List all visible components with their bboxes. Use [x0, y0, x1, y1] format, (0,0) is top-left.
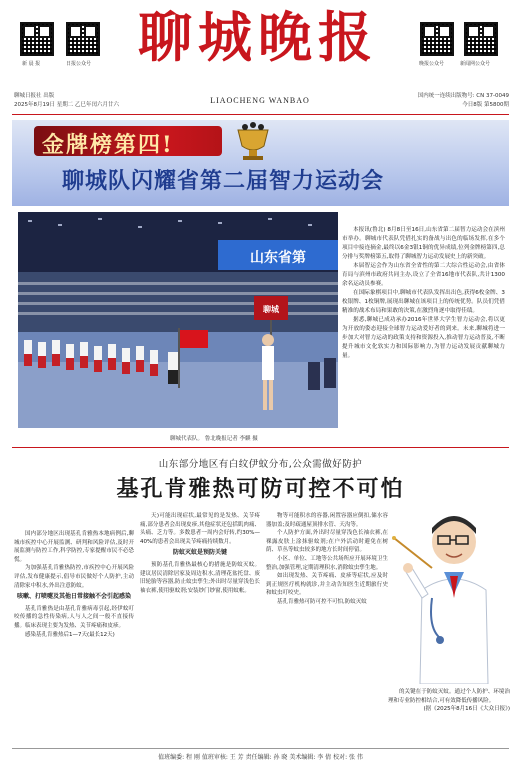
article-paragraph: 天)可能出现症状,最常见的是发热、关节疼痛,部分患者会出现皮疹,其他症状还包括肌肉痛、头痛、乏力等。多数患者一周内会好转,约30%—40%的患者会出现关节疼痛持续数月。 — [140, 513, 260, 545]
editor-credits: 值班编委: 程 刚 值班审核: 王 芳 责任编辑: 孙 晓 美术编辑: 李 倩 校对: 张 伟 — [158, 754, 363, 761]
article-paragraph: 物等可能积水的容器,闲置容器应倒扣,储水容器加盖;及时疏通屋顶排水管、天沟等。 — [266, 513, 388, 528]
edition-line: 今日8版 第5800期 — [462, 102, 509, 108]
qr-code-icon — [420, 22, 454, 56]
newspaper-title: 聊城晚报 — [138, 5, 378, 69]
date-line: 2025年8月19日 星期二 乙巳年闰六月廿六 — [14, 102, 119, 108]
qr-code-icon — [66, 22, 100, 56]
article-subheading: 咳嗽、打喷嚏及其他日常接触不会引起感染 — [16, 593, 131, 601]
parade-photo — [18, 212, 338, 428]
lead-paragraph: 本报讯(鲁北) 8月8日至16日,山东省第二届智力运动会在滨州市举办。聊城市代表队凭借扎实的备战与出色的临场发挥,在多个项目中接连摘金,最终以6金3银1铜的优异成绩,位列金牌榜第四,总分排与奖牌榜第五,取得了聊城智力运动发展史上的新突破。 — [342, 227, 505, 260]
issue-info-left — [14, 92, 119, 110]
masthead-rule — [12, 114, 509, 115]
lead-article — [342, 226, 505, 361]
footer-rule — [12, 748, 509, 749]
banner-tag-text: 金牌榜第四! — [42, 132, 174, 158]
article-subheading: 防蚊灭蚊是预防关键 — [172, 549, 227, 557]
article-paragraph: 基孔肯雅热是由基孔肯雅病毒引起,经伊蚊叮咬传播的急性传染病,人与人之间一般不直接传播。临床表现主要为发热、关节疼痛和皮疹。 — [14, 605, 134, 629]
lead-paragraph: 据悉,聊城已成功承办2016年世界大学生智力运动会,将以更为开放的姿态迎接全球智力运动爱好者的到来。未来,聊城将进一步加大对智力运动的政策支持和资源投入,推动智力运动普及,不断提升城市文化软实力和国际影响力,为智力运动发展贡献聊城力量。 — [342, 317, 505, 359]
article-paragraph: 为加强基孔肯雅热防控,市疾控中心开展风险评估,发布健康提示,倡导市民做好个人防护,主动清除家中积水,外出注意防蚊。 — [14, 565, 134, 589]
banner-tag — [34, 126, 222, 156]
publisher-line: 聊城日报社 出版 — [14, 93, 55, 99]
lead-paragraph: 在国际象棋项目中,聊城市代表队发挥出出色,获得6枚金牌、3枚银牌、1枚铜牌,展现出聊城在该项目上的传统优势。队员们凭借精准的战术布局和果敢的决策,在激烈角逐中取得佳绩。 — [342, 290, 505, 314]
delegation-sign: 聊城 — [263, 305, 279, 314]
lead-paragraph: 本届智运会作为山东省全省性的第二大综合性运动会,由省体育局与滨州市政府共同主办,设立了全省16地市代表队,共计1300余名运动员参赛。 — [342, 263, 505, 287]
qr-caption: 新闻网公众号 — [460, 61, 491, 67]
article-paragraph: 基孔肯雅热可防可控不可怕,防蚊灭蚊 — [277, 598, 367, 605]
masthead — [0, 0, 521, 84]
headline-banner — [12, 120, 509, 206]
parade-scene — [18, 212, 338, 428]
article-column-2 — [140, 512, 260, 595]
photo-caption: 聊城代表队。 鲁北晚报记者 李麒 摄 — [170, 436, 258, 442]
article-paragraph: 国内部分地区出现基孔肯雅热本地病例后,聊城市疾控中心开展监测、研判和风险评估,及时开展监测与防控工作,科学防控,专家提醒市民不必恐慌。 — [14, 531, 134, 563]
stadium-sign: 山东省第 — [250, 250, 306, 266]
qr-code-icon — [464, 22, 498, 56]
article-column-3 — [266, 512, 388, 607]
article-paragraph: 预防基孔肯雅热最核心的措施是防蚊灭蚊。建议居民清除居家及周边积水,清理花盆托盘、废旧轮胎等容器,防止蚊虫孳生;外出时尽量穿浅色长袖衣裤,使用驱蚊剂;安装纱门纱窗,使用蚊帐。 — [140, 561, 260, 594]
section-divider — [12, 447, 509, 448]
article-kicker: 山东部分地区有白纹伊蚊分布,公众需做好防护 — [158, 459, 363, 470]
article-paragraph: 个人防护方面,外出时尽量穿浅色长袖衣裤,在裸露皮肤上涂抹驱蚊剂;在户外活动时避免在树荫、草丛等蚊虫较多的地方长时间停留。 — [266, 530, 388, 554]
qr-caption: 新 晨 报 — [22, 61, 41, 67]
article-paragraph: 感染基孔肯雅热后1—7天(最长12天) — [25, 631, 115, 638]
serial-number-line: 国内统一连续出版物号: CN 37-0049 — [417, 93, 509, 99]
article-headline: 基孔肯雅热可防可控不可怕 — [116, 476, 405, 502]
article-paragraph: 小区、单位、工地等公共场所应开展环境卫生整治,加强管理,定期清理积水,消除蚊虫孳生地。 — [266, 555, 388, 571]
doctor-illustration — [392, 498, 510, 684]
qr-code-icon — [20, 22, 54, 56]
article-column-4 — [388, 688, 510, 714]
trophy-chess-icon — [230, 122, 276, 162]
article-paragraph: 的关键在于防蚊灭蚊。通过个人防护、环境治理和专业防控相结合,可有效降低传播风险。 — [388, 689, 510, 704]
article-source: (据《2025年8月16日《大众日报》) — [423, 706, 510, 713]
qr-caption: 晚报公众号 — [419, 61, 445, 67]
qr-caption: 日报公众号 — [66, 61, 92, 67]
banner-headline: 聊城队闪耀省第二届智力运动会 — [62, 168, 385, 194]
article-paragraph: 如出现发热、关节疼痛、皮疹等症状,应及时到正规医疗机构就诊,并主动告知医生近期旅行史和蚊虫叮咬史。 — [266, 573, 388, 597]
article-column-1 — [14, 530, 134, 639]
issue-info-right — [418, 92, 509, 110]
newspaper-title-en: LIAOCHENG WANBAO — [210, 96, 310, 105]
